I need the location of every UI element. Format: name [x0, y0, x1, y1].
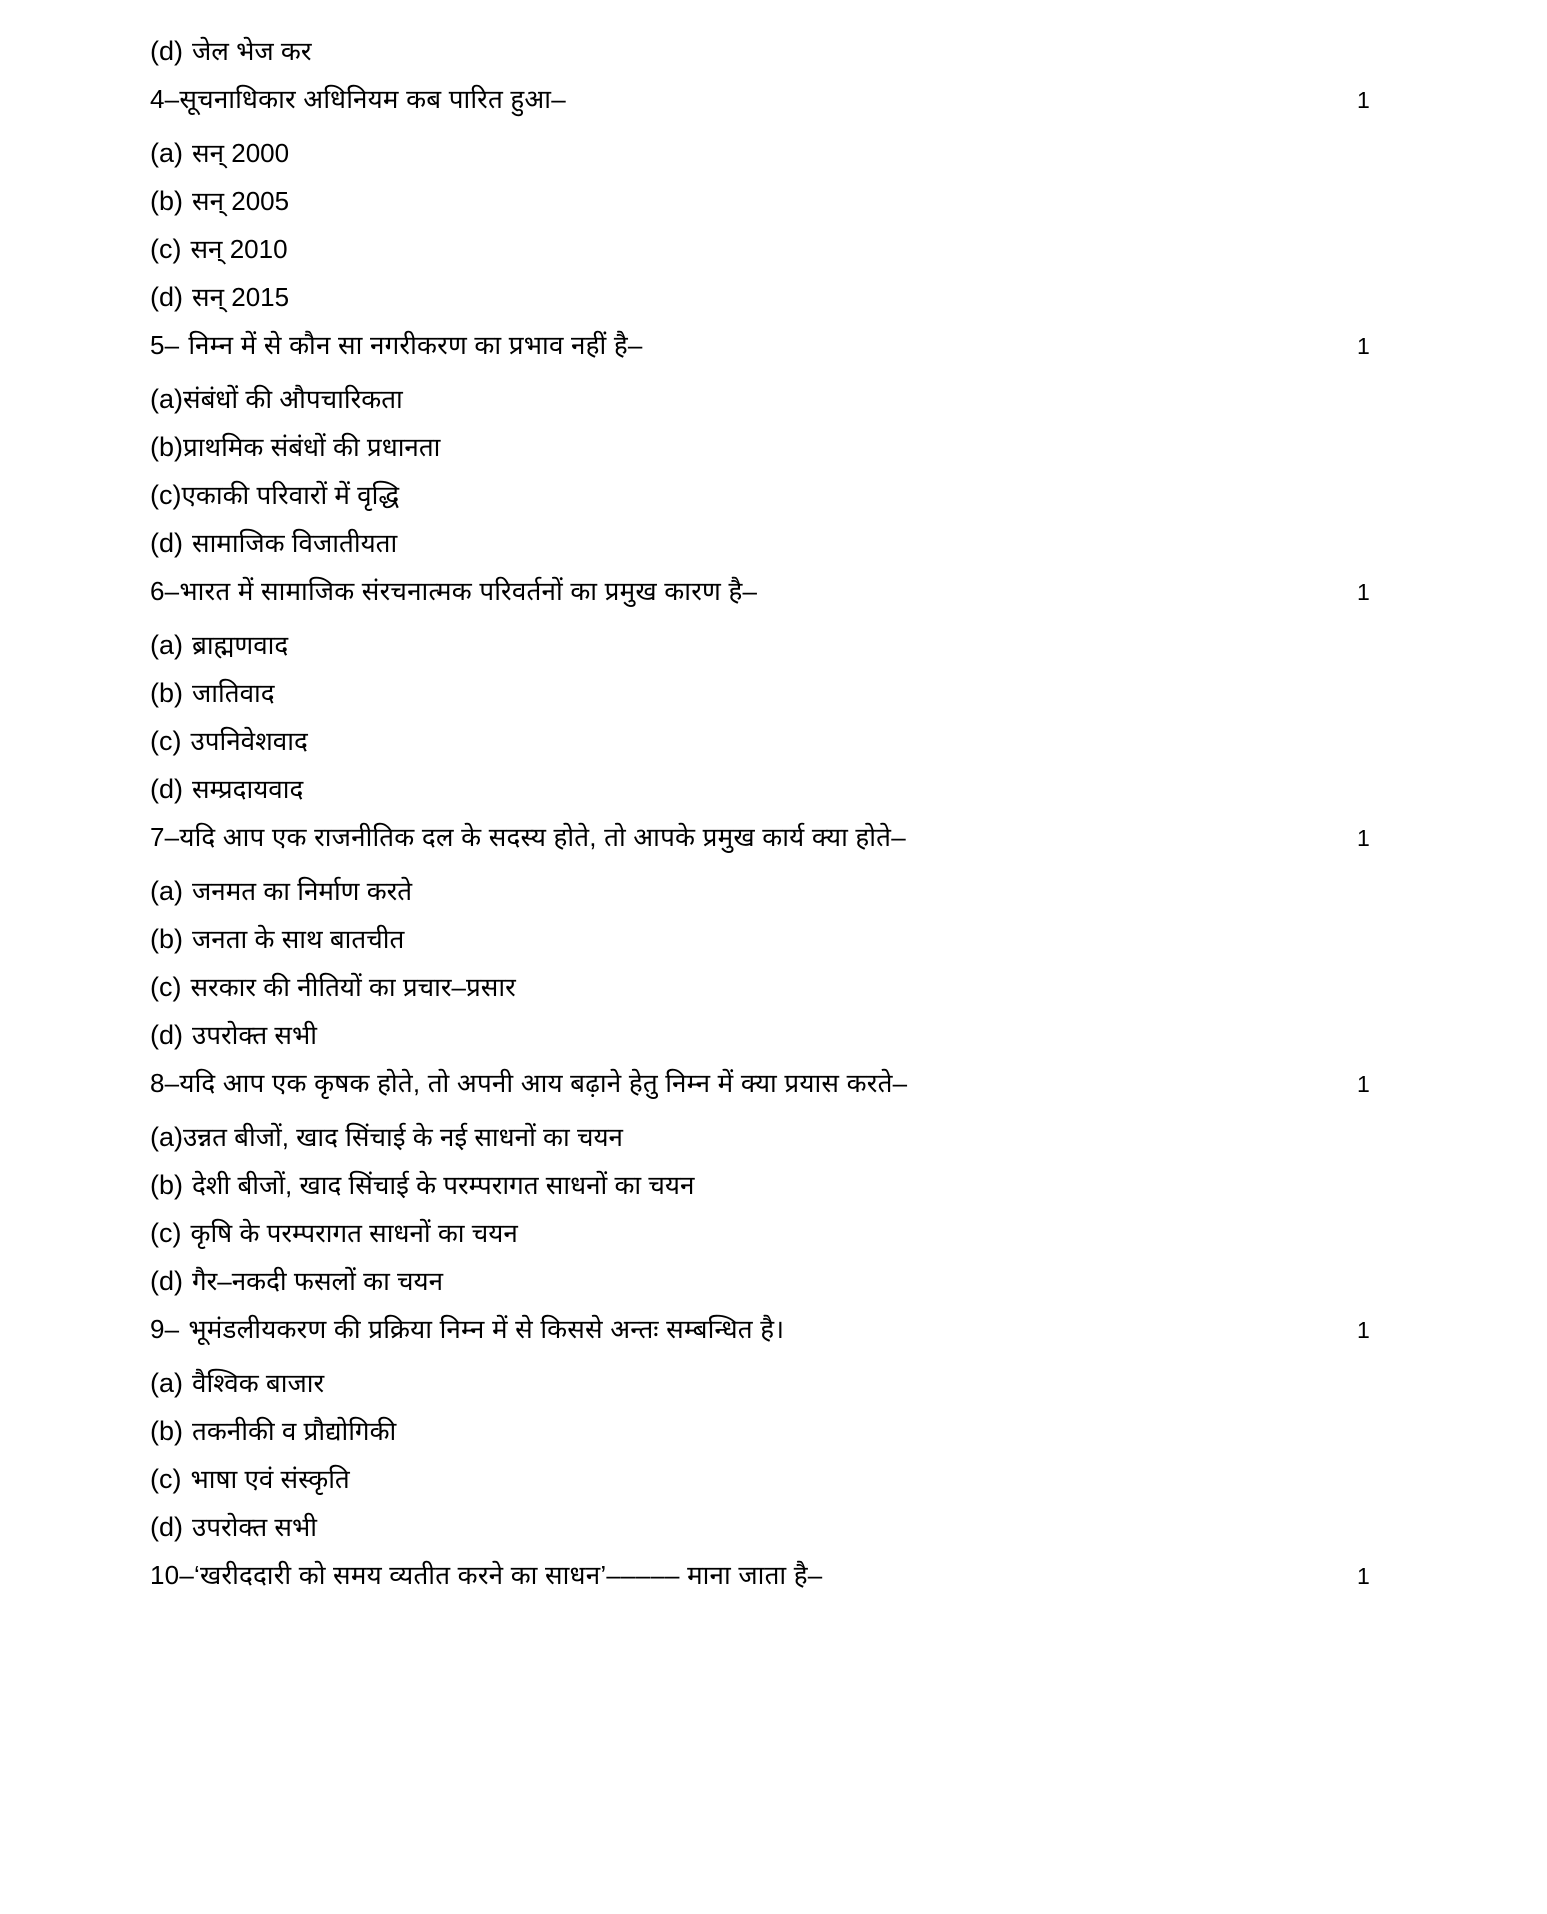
option-line: [150, 1268, 1397, 1316]
option-label: (d): [150, 1512, 183, 1542]
option-line: [150, 974, 1397, 1022]
option-line: [150, 680, 1397, 728]
option-text: जेल भेज कर: [192, 36, 312, 66]
option-label: (c): [150, 1464, 182, 1494]
option-label: (c): [150, 726, 182, 756]
marks-value: 1: [1357, 1317, 1370, 1343]
option-body: [150, 188, 289, 215]
option-body: [150, 926, 404, 953]
option-label: (d): [150, 528, 183, 558]
question-text: सूचनाधिकार अधिनियम कब पारित हुआ–: [179, 84, 566, 114]
option-line: [150, 236, 1397, 284]
option-label: (d): [150, 282, 183, 312]
option-text: जातिवाद: [192, 678, 275, 708]
option-text: वैश्विक बाजार: [192, 1368, 325, 1398]
option-line: [150, 878, 1397, 926]
question-body: [150, 578, 757, 604]
option-body: [150, 776, 303, 803]
option-text: सन् 2005: [192, 186, 290, 216]
option-line: [150, 1172, 1397, 1220]
option-body: [150, 38, 312, 65]
option-text: जनता के साथ बातचीत: [192, 924, 405, 954]
option-text: सम्प्रदायवाद: [192, 774, 304, 804]
option-body: [150, 1172, 694, 1199]
option-text: तकनीकी व प्रौद्योगिकी: [192, 1416, 397, 1446]
option-text: गैर–नकदी फसलों का चयन: [192, 1266, 444, 1296]
option-body: [150, 530, 397, 557]
option-line: [150, 188, 1397, 236]
option-line: [150, 1514, 1397, 1562]
option-label: (c): [150, 234, 182, 264]
question-text: ‘खरीददारी को समय व्यतीत करने का साधन’––––– माना जाता है–: [193, 1560, 823, 1590]
option-label: (d): [150, 36, 183, 66]
option-line: [150, 140, 1397, 188]
option-text: सन् 2010: [190, 234, 288, 264]
option-text: उपरोक्त सभी: [192, 1512, 317, 1542]
option-text: देशी बीजों, खाद सिंचाई के परम्परागत साधनों का चयन: [192, 1170, 695, 1200]
option-label: (b): [150, 432, 183, 462]
option-label: (a): [150, 1368, 183, 1398]
option-text: उन्नत बीजों, खाद सिंचाई के नई साधनों का चयन: [183, 1122, 623, 1152]
question-list: [150, 38, 1397, 1616]
option-body: [150, 140, 289, 167]
option-body: [150, 728, 308, 755]
option-text: उपनिवेशवाद: [190, 726, 308, 756]
question-text: यदि आप एक राजनीतिक दल के सदस्य होते, तो आपके प्रमुख कार्य क्या होते–: [179, 822, 906, 852]
option-line: [150, 530, 1397, 578]
question-number: 5–: [150, 330, 180, 360]
question-line: [150, 86, 1397, 140]
question-text: निम्न में से कौन सा नगरीकरण का प्रभाव नहीं है–: [188, 330, 643, 360]
question-body: [150, 1070, 907, 1096]
marks-value: 1: [1357, 333, 1370, 359]
option-text: प्राथमिक संबंधों की प्रधानता: [183, 432, 441, 462]
question-text: भूमंडलीयकरण की प्रक्रिया निम्न में से किससे अन्तः सम्बन्धित है।: [188, 1314, 785, 1344]
option-label: (b): [150, 1416, 183, 1446]
option-body: [150, 1220, 518, 1247]
marks-value: 1: [1357, 1071, 1370, 1097]
option-body: [150, 434, 440, 461]
question-body: [150, 86, 566, 112]
option-label: (a): [150, 630, 183, 660]
option-text: ब्राह्मणवाद: [192, 630, 289, 660]
option-body: [150, 878, 412, 905]
option-body: [150, 482, 399, 509]
option-body: [150, 1418, 396, 1445]
option-line: [150, 482, 1397, 530]
option-label: (b): [150, 186, 183, 216]
option-line: [150, 1418, 1397, 1466]
question-line: [150, 1316, 1397, 1370]
option-body: [150, 1124, 623, 1151]
question-number: 9–: [150, 1314, 180, 1344]
option-line: [150, 728, 1397, 776]
question-body: [150, 1562, 822, 1588]
option-line: [150, 386, 1397, 434]
option-line: [150, 776, 1397, 824]
option-line: [150, 284, 1397, 332]
option-label: (a): [150, 876, 183, 906]
option-label: (c): [150, 480, 182, 510]
option-body: [150, 236, 288, 263]
option-text: संबंधों की औपचारिकता: [183, 384, 403, 414]
question-text: यदि आप एक कृषक होते, तो अपनी आय बढ़ाने हेतु निम्न में क्या प्रयास करते–: [179, 1068, 908, 1098]
option-label: (c): [150, 972, 182, 1002]
marks-value: 1: [1357, 1563, 1370, 1589]
option-line: [150, 434, 1397, 482]
option-body: [150, 974, 516, 1001]
option-label: (b): [150, 678, 183, 708]
option-body: [150, 1022, 317, 1049]
question-number: 4–: [150, 84, 180, 114]
option-text: सन् 2015: [192, 282, 290, 312]
option-line: [150, 632, 1397, 680]
option-line: [150, 1220, 1397, 1268]
option-text: जनमत का निर्माण करते: [192, 876, 413, 906]
option-body: [150, 1370, 324, 1397]
question-line: [150, 1070, 1397, 1124]
marks-value: 1: [1357, 579, 1370, 605]
option-body: [150, 1514, 317, 1541]
option-label: (a): [150, 138, 183, 168]
option-label: (d): [150, 774, 183, 804]
marks-value: 1: [1357, 87, 1370, 113]
option-label: (a): [150, 384, 183, 414]
question-number: 6–: [150, 576, 180, 606]
option-text: सरकार की नीतियों का प्रचार–प्रसार: [190, 972, 516, 1002]
question-number: 7–: [150, 822, 180, 852]
option-body: [150, 1268, 443, 1295]
option-body: [150, 680, 275, 707]
option-line: [150, 926, 1397, 974]
option-text: भाषा एवं संस्कृति: [190, 1464, 350, 1494]
option-label: (d): [150, 1020, 183, 1050]
option-label: (a): [150, 1122, 183, 1152]
question-body: [150, 332, 643, 358]
option-line: [150, 1124, 1397, 1172]
option-label: (b): [150, 924, 183, 954]
option-text: एकाकी परिवारों में वृद्धि: [181, 480, 400, 510]
question-line: [150, 332, 1397, 386]
question-text: भारत में सामाजिक संरचनात्मक परिवर्तनों का प्रमुख कारण है–: [179, 576, 758, 606]
option-text: उपरोक्त सभी: [192, 1020, 317, 1050]
option-line: [150, 1466, 1397, 1514]
option-body: [150, 284, 289, 311]
option-body: [150, 632, 288, 659]
question-number: 8–: [150, 1068, 180, 1098]
question-line: [150, 578, 1397, 632]
option-body: [150, 1466, 350, 1493]
question-line: [150, 1562, 1397, 1616]
option-line: [150, 38, 1397, 86]
option-text: सन् 2000: [192, 138, 290, 168]
question-body: [150, 824, 906, 850]
marks-value: 1: [1357, 825, 1370, 851]
question-number: 10–: [150, 1560, 194, 1590]
question-body: [150, 1316, 784, 1342]
option-text: सामाजिक विजातीयता: [192, 528, 398, 558]
option-label: (c): [150, 1218, 182, 1248]
option-body: [150, 386, 403, 413]
option-text: कृषि के परम्परागत साधनों का चयन: [190, 1218, 518, 1248]
option-label: (d): [150, 1266, 183, 1296]
option-line: [150, 1022, 1397, 1070]
option-line: [150, 1370, 1397, 1418]
option-label: (b): [150, 1170, 183, 1200]
question-line: [150, 824, 1397, 878]
